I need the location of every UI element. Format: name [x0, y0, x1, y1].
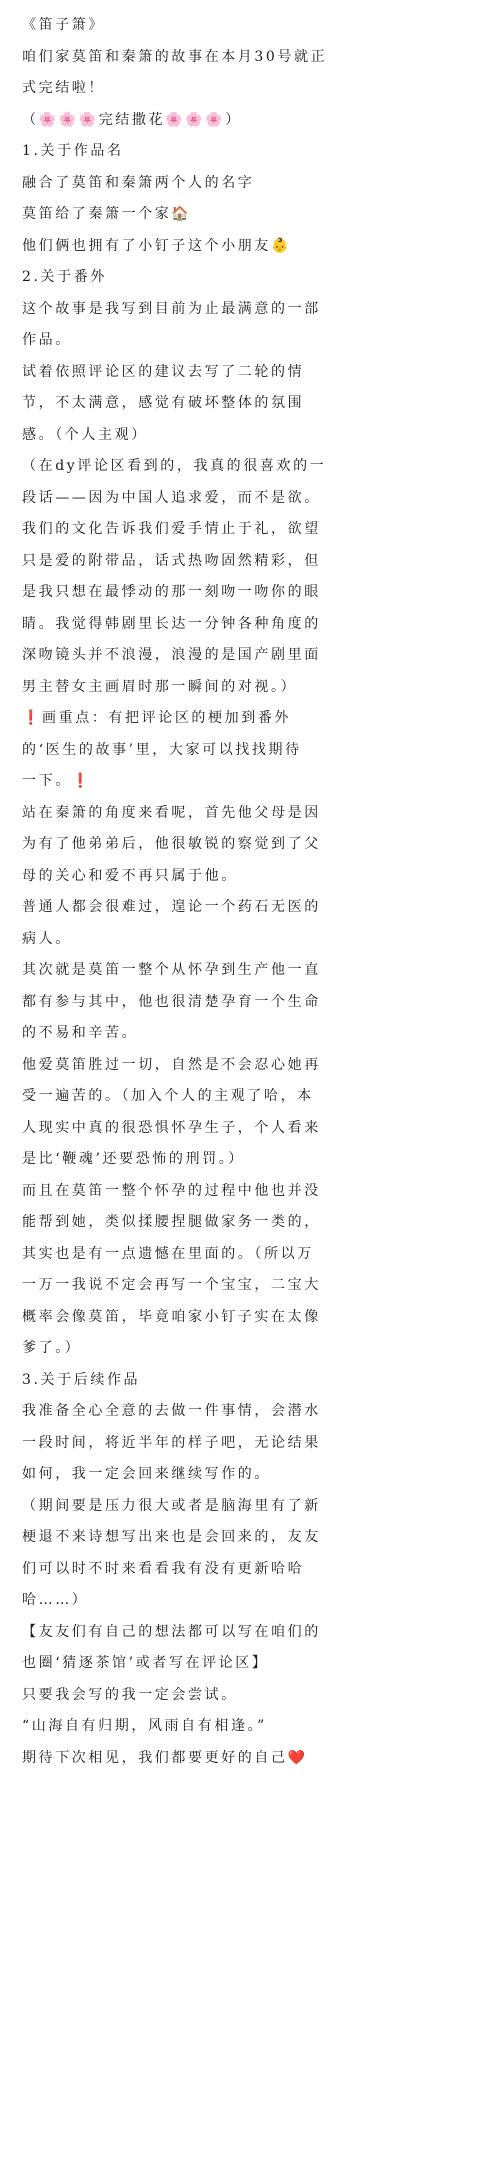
text-line: 们可以时不时来看看我有没有更新哈哈 — [22, 1560, 305, 1577]
paragraph — [22, 105, 482, 137]
paragraph — [22, 955, 482, 1050]
text-line: 能帮到她，类似揉腰捏腿做家务一类的， — [22, 1214, 321, 1230]
text-line: 站在秦箫的角度来看呢，首先他父母是因 — [22, 804, 321, 821]
text-line: 试着依照评论区的建议去写了二轮的情 — [22, 363, 305, 380]
paragraph — [22, 231, 482, 263]
text-line: 莫笛给了秦箫一个家🏠 — [22, 206, 192, 222]
text-line: 而且在莫笛一整个怀孕的过程中他也并没 — [22, 1182, 321, 1199]
text-line: 《笛子箫》 — [22, 17, 105, 33]
text-line: 节，不太满意，感觉有破坏整体的氛围 — [22, 395, 305, 411]
text-line: 只是爱的附带品，话式热吻固然精彩，但 — [22, 552, 321, 569]
paragraph — [22, 357, 482, 452]
text-line: 作品。 — [22, 332, 72, 348]
paragraph — [22, 1711, 482, 1743]
text-line: 一下。❗ — [22, 773, 92, 789]
text-line: 他们俩也拥有了小钉子这个小朋友👶 — [22, 237, 292, 254]
text-line: 这个故事是我写到目前为止最满意的一部 — [22, 300, 321, 317]
paragraph — [22, 10, 482, 42]
text-line: 男主替女主画眉时那一瞬间的对视。） — [22, 678, 298, 695]
text-line: 他爱莫笛胜过一切，自然是不会忍心她再 — [22, 1056, 321, 1073]
text-line: 一段时间，将近半年的样子吧，无论结果 — [22, 1434, 321, 1451]
text-line: 其次就是莫笛一整个从怀孕到生产他一直 — [22, 962, 321, 978]
text-line: ❗画重点：有把评论区的梗加到番外 — [22, 710, 292, 726]
paragraph — [22, 1491, 482, 1617]
text-line: 段话——因为中国人追求爱，而不是欲。 — [22, 489, 321, 506]
text-line: 梗退不来诗想写出来也是会回来的，友友 — [22, 1529, 321, 1545]
text-line: 都有参与其中，他也很清楚孕育一个生命 — [22, 993, 321, 1010]
text-line: （在dy评论区看到的，我真的很喜欢的一 — [22, 458, 327, 474]
text-line: 一万一我说不定会再写一个宝宝，二宝大 — [22, 1277, 321, 1293]
paragraph — [22, 294, 482, 357]
text-line: 是我只想在最悸动的那一刻吻一吻你的眼 — [22, 584, 321, 600]
text-line: 式完结啦！ — [22, 80, 105, 96]
text-line: 爹了。） — [22, 1340, 82, 1356]
paragraph — [22, 703, 482, 798]
paragraph — [22, 1617, 482, 1680]
text-line: 普通人都会很难过，遑论一个药石无医的 — [22, 899, 321, 915]
text-line: 概率会像莫笛，毕竟咱家小钉子实在太像 — [22, 1308, 321, 1325]
paragraph — [22, 451, 482, 703]
paragraph — [22, 168, 482, 200]
text-line: 其实也是有一点遗憾在里面的。（所以万 — [22, 1245, 314, 1262]
paragraph — [22, 892, 482, 955]
text-line: 1.关于作品名 — [22, 143, 124, 159]
paragraph — [22, 199, 482, 231]
paragraph — [22, 1743, 482, 1775]
text-line: （期间要是压力很大或者是脑海里有了新 — [22, 1497, 321, 1514]
text-line: 深吻镜头并不浪漫，浪漫的是国产剧里面 — [22, 647, 321, 663]
text-line: 2.关于番外 — [22, 269, 107, 285]
text-line: 也圈‘猜逐茶馆’或者写在评论区】 — [22, 1655, 269, 1671]
text-line: 只要我会写的我一定会尝试。 — [22, 1686, 238, 1703]
text-line: 感。（个人主观） — [22, 426, 148, 443]
text-line: 如何，我一定会回来继续写作的。 — [22, 1466, 271, 1482]
paragraph — [22, 1050, 482, 1176]
paragraph — [22, 136, 482, 168]
paragraph — [22, 1365, 482, 1397]
text-line: “山海自有归期，风雨自有相逢。” — [22, 1718, 267, 1734]
text-line: 融合了莫笛和秦箫两个人的名字 — [22, 174, 255, 191]
text-line: 的不易和辛苦。 — [22, 1025, 139, 1041]
text-line: 受一遍苦的。（加入个人的主观了哈，本 — [22, 1088, 314, 1104]
text-line: 睛。我觉得韩剧里长达一分钟各种角度的 — [22, 615, 321, 632]
text-line: 【友友们有自己的想法都可以写在咱们的 — [22, 1623, 321, 1640]
paragraph — [22, 1176, 482, 1365]
text-line: 病人。 — [22, 930, 72, 947]
text-line: 期待下次相见，我们都要更好的自己❤️ — [22, 1749, 308, 1766]
note-body — [22, 10, 482, 1774]
paragraph — [22, 1680, 482, 1712]
text-line: 哈……） — [22, 1592, 89, 1608]
text-line: 人现实中真的很恐惧怀孕生子，个人看来 — [22, 1119, 321, 1136]
paragraph — [22, 42, 482, 105]
paragraph — [22, 798, 482, 893]
text-line: 为有了他弟弟后，他很敏锐的察觉到了父 — [22, 836, 321, 852]
text-line: 我们的文化告诉我们爱手情止于礼，欲望 — [22, 521, 321, 537]
paragraph — [22, 262, 482, 294]
text-line: 3.关于后续作品 — [22, 1371, 141, 1388]
text-line: 母的关心和爱不再只属于他。 — [22, 867, 238, 884]
text-line: 是比‘鞭魂’还要恐怖的刑罚。） — [22, 1151, 245, 1167]
text-line: 我准备全心全意的去做一件事情，会潜水 — [22, 1403, 321, 1419]
text-line: 咱们家莫笛和秦箫的故事在本月30号就正 — [22, 48, 328, 65]
paragraph — [22, 1396, 482, 1491]
text-line: （🌸🌸🌸完结撒花🌸🌸🌸） — [22, 111, 242, 128]
text-line: 的‘医生的故事’里，大家可以找找期待 — [22, 741, 302, 758]
